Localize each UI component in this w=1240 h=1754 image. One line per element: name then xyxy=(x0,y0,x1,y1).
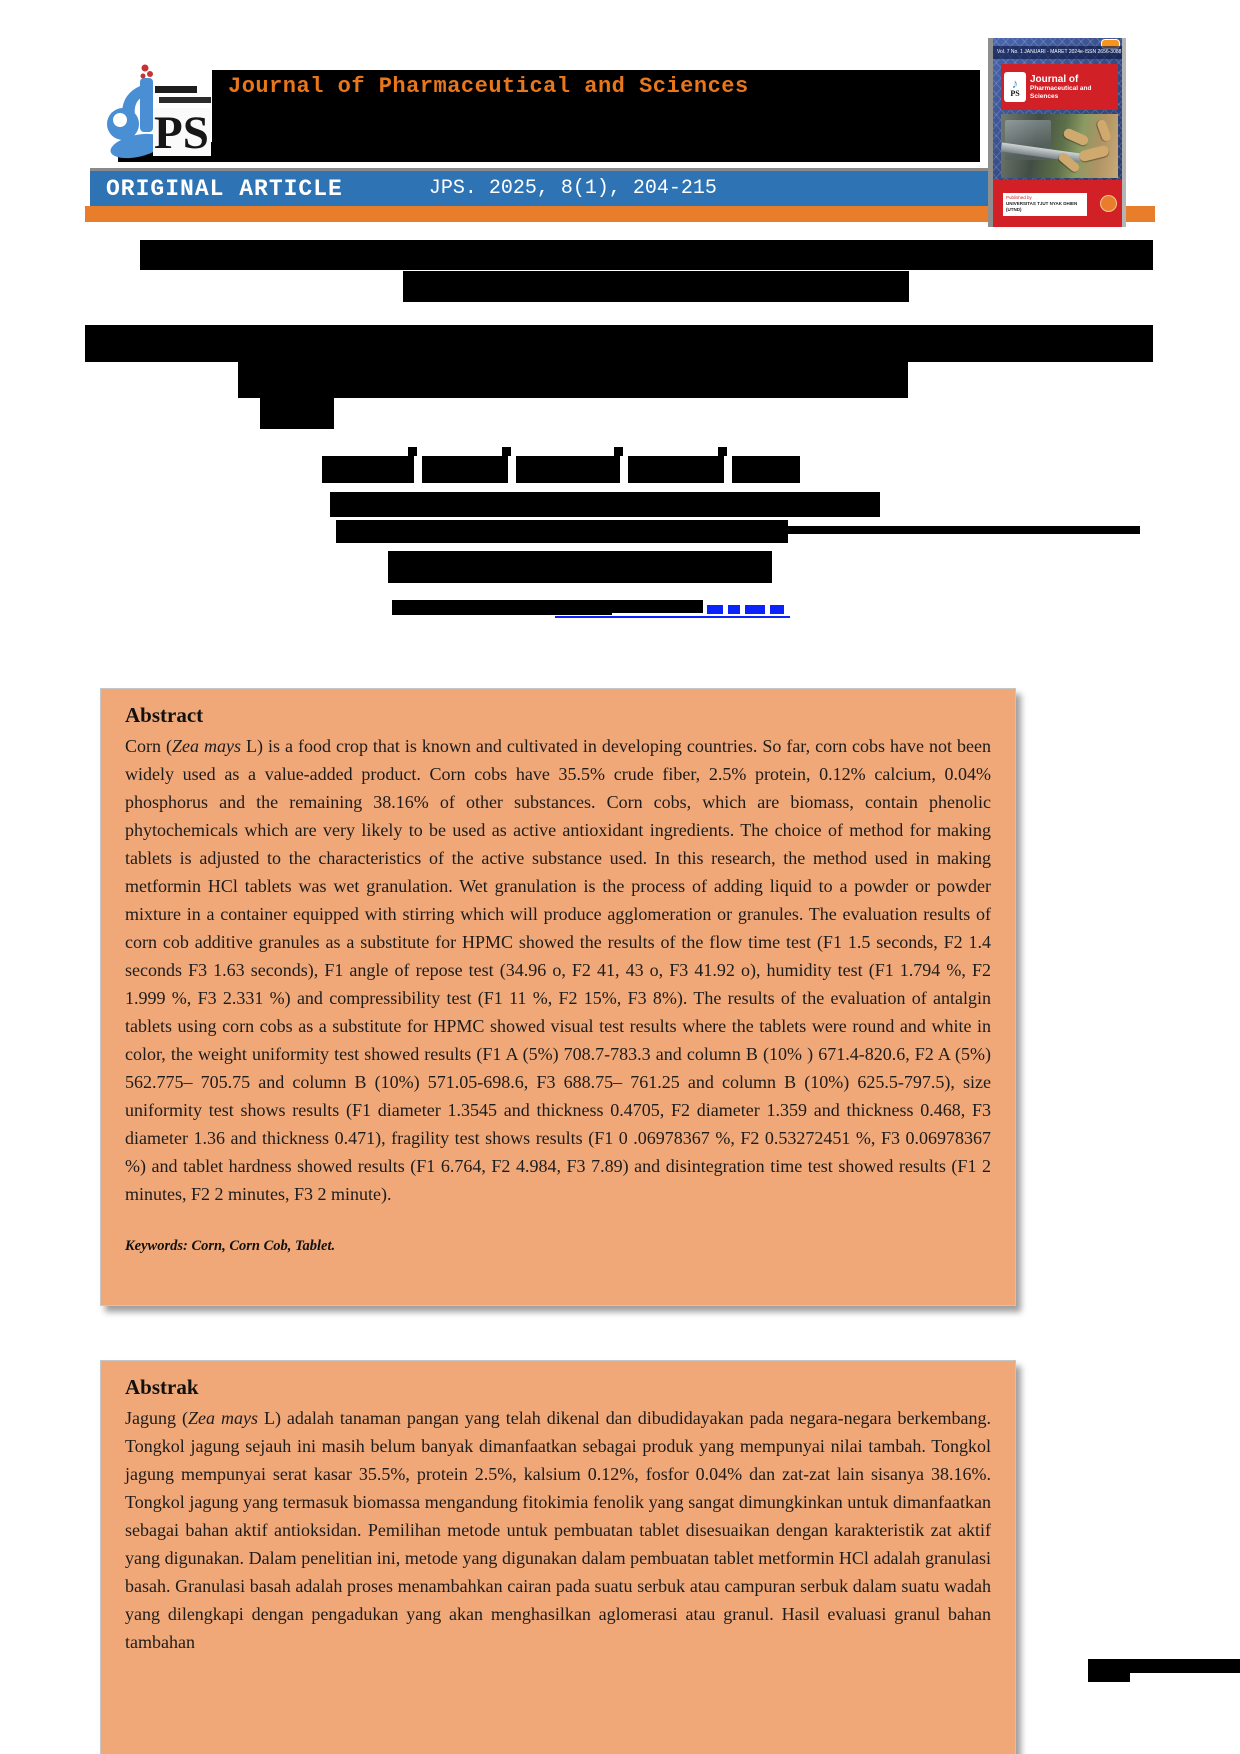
cover-bottom-band xyxy=(993,180,1122,227)
email-text-fragment xyxy=(707,605,723,614)
article-type-label: ORIGINAL ARTICLE xyxy=(106,175,343,202)
journal-title: Journal of Pharmaceutical and Sciences xyxy=(228,74,749,99)
redacted-author-superscript xyxy=(502,447,511,456)
corresponding-email-link[interactable] xyxy=(555,600,790,618)
redacted-corresponding-line xyxy=(388,551,772,583)
citation-label: JPS. 2025, 8(1), 204-215 xyxy=(428,177,717,200)
journal-cover-image xyxy=(988,38,1126,227)
redacted-footer-line2 xyxy=(1088,1671,1130,1682)
music-note-icon: ♪ xyxy=(1011,75,1019,91)
cover-photo xyxy=(1001,114,1118,178)
redacted-title-id-tail xyxy=(260,398,334,429)
redacted-title-en-line2 xyxy=(403,271,909,302)
jps-logo-icon xyxy=(93,56,215,164)
redacted-affiliation-line1 xyxy=(330,492,880,517)
redacted-author-name xyxy=(422,456,508,483)
email-text-fragment xyxy=(745,605,765,614)
cover-journal-title: Journal of Pharmaceutical and Sciences xyxy=(1030,73,1092,100)
capsule-shape xyxy=(1062,127,1090,147)
cover-volume-text: Vol. 7 No. 1 JANUARI - MARET 2024 xyxy=(997,49,1080,55)
cover-volume-bar xyxy=(993,46,1122,59)
redacted-email-text xyxy=(555,600,703,613)
redacted-author-superscript xyxy=(408,447,417,456)
jps-logo xyxy=(93,56,215,164)
redacted-title-id-line1 xyxy=(85,325,1153,362)
abstract-body: Corn (Zea mays L) is a food crop that is known and cultivated in developing countries. So far, corn cobs have not been widely used as a value-added product. Corn cobs have 35.5% crude fiber, 2.5% protein, 0.12% calcium, 0.04% phosphorus and the remaining 38.16% of other substances. Corn cobs, which are biomass, contain phenolic phytochemicals which are very likely to be used as active antioxidant ingredients. The choice of method for making tablets is adjusted to the characteristics of the active substance used. In this research, the method used in making metformin HCl tablets was wet granulation. Wet granulation is the process of adding liquid to a powder or powder mixture in a container equipped with stirring which will produce agglomeration or granules. The evaluation results of corn cob additive granules as a substitute for HPMC showed the results of the flow time test (F1 1.5 seconds, F2 1.4 seconds F3 1.63 seconds), F1 angle of repose test (34.96 o, F2 41, 43 o, F3 41.92 o), humidity test (F1 1.794 %, F2 1.999 %, F3 2.331 %) and compressibility test (F1 11 %, F2 15%, F3 8%). The results of the evaluation of antalgin tablets using corn cobs as a substitute for HPMC showed visual test results where the tablets were round and white in color, the weight uniformity test showed results (F1 A (5%) 708.7-783.3 and column B (10% ) 671.4-820.6, F2 A (5%) 562.775– 705.75 and column B (10%) 571.05-698.6, F3 688.75– 761.25 and column B (10%) 625.5-797.5), size uniformity test shows results (F1 diameter 1.3545 and thickness 0.4705, F2 diameter 1.359 and thickness 0.468, F3 diameter 1.36 and thickness 0.471), fragility test shows results (F1 0 .06978367 %, F2 0.53272451 %, F3 0.06978367 %) and tablet hardness showed results (F1 6.764, F2 4.984, F3 7.89) and disintegration time test showed results (F1 2 minutes, F2 2 minutes, F3 2 minute). xyxy=(125,736,991,1204)
species-name-italic: Zea mays xyxy=(172,736,241,756)
cover-issn-text: e-ISSN 2656-3088 xyxy=(1080,49,1122,55)
cover-seal-icon xyxy=(1100,195,1117,212)
redacted-title-id-line2 xyxy=(238,362,908,398)
email-text-fragment xyxy=(770,605,784,614)
cover-mini-logo-icon: ♪ PS xyxy=(1004,72,1026,102)
article-type-banner xyxy=(90,168,1030,206)
cover-publisher-box: Published by UNIVERSITAS TJUT NYAK DHIEN (UTND) xyxy=(1003,193,1087,216)
redacted-author-name xyxy=(628,456,724,483)
redacted-author-superscript xyxy=(614,447,623,456)
keywords-line: Keywords: Corn, Corn Cob, Tablet. xyxy=(125,1238,336,1254)
redacted-author-name xyxy=(322,456,414,483)
capsule-shape xyxy=(1096,119,1112,143)
redacted-author-superscript xyxy=(718,447,727,456)
corresponding-email-line xyxy=(392,598,792,618)
abstrak-body: Jagung (Zea mays L) adalah tanaman pangan yang telah dikenal dan dibudidayakan pada negara-negara berkembang. Tongkol jagung sejauh ini masih belum banyak dimanfaatkan sebagai produk yang mempunyai nilai tambah. Tongkol jagung mempunyai serat kasar 35.5%, protein 2.5%, kalsium 0.12%, fosfor 0.04% dan zat-zat lain sisanya 38.16%. Tongkol jagung yang termasuk biomassa mengandung fitokimia fenolik yang sangat dimungkinkan untuk dimanfaatkan sebagai bahan aktif antioksidan. Pemilihan metode untuk pembuatan tablet disesuaikan dengan karakteristik zat aktif yang digunakan. Dalam penelitian ini, metode yang digunakan dalam pembuatan tablet metformin HCl adalah granulasi basah. Granulasi basah adalah proses menambahkan cairan pada suatu serbuk atau campuran serbuk dalam suatu wadah yang dilengkapi dengan pengadukan yang akan menghasilkan aglomerasi atau granul. Hasil evaluasi granul bahan tambahan xyxy=(125,1408,991,1652)
capsule-shape xyxy=(1078,145,1110,163)
masthead-redacted-band xyxy=(212,70,980,162)
redacted-affiliation-tail xyxy=(788,526,1140,534)
cover-title-panel xyxy=(1001,64,1118,110)
abstract-heading: Abstract xyxy=(125,703,204,727)
logo-ps-letters: PS xyxy=(154,107,209,159)
abstract-box-en xyxy=(100,688,1016,1306)
redacted-author-name xyxy=(516,456,620,483)
email-text-fragment xyxy=(728,605,740,614)
redacted-affiliation-line2 xyxy=(336,520,788,543)
redacted-author-name xyxy=(732,456,800,483)
redacted-title-en-line1 xyxy=(140,240,1153,270)
abstract-box-id xyxy=(100,1360,1016,1754)
species-name-italic: Zea mays xyxy=(187,1408,258,1428)
abstrak-heading: Abstrak xyxy=(125,1375,199,1399)
